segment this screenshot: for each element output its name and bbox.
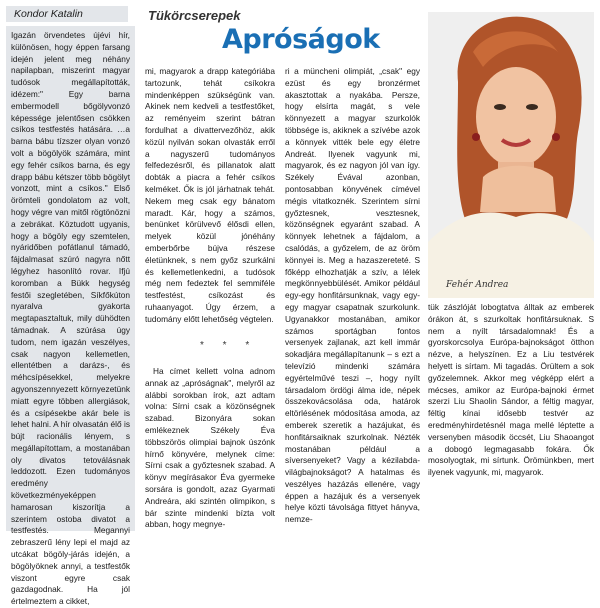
portrait-illustration bbox=[428, 12, 594, 298]
column-2-text: mi, magyarok a drapp kategóriába tartozunk, tehát csíkokra mindenképpen szükségünk van. Akinek nem kedveli a testfestőket, az reményeim szerint bátran fordulhat a divattervezőhöz, akik közül nyilván sokan olvasták erről a nagyszerű tudományos felfedezésről, és pillanatok alatt dobták a piacra a fehér csíkos kelméket. Ők is jól járhatnak tehát. Nekem meg csak egy bánatom maradt. Kár, hogy a számos, benünket körülvevő élősdi ellen, melyek közül jónéhány emberbőrbe bújva részese életünknek, s nem győz szurkálni és kellemetlenkedni, a tudósok még nem fedeztek fel semmiféle testfestést, csíkozást és ruhaanyagot. Úgy érzem, a tudomány előtt lehetőség végtelen. bbox=[145, 66, 275, 324]
column-4-text: tük zászlóját lobogtatva álltak az emberek órákon át, s szurkoltak honfitársuknak. S nem a nyílt társadalomnak! És a gyorskorcsolya Európa-bajnokságot ötthon nézve, a helyszínen. Ez a Liu testvérek helyett is sírtam. Mi tagadás. Örültem a sok győzelemnek. Akkor meg végképp elért a mécses, amikor az Európa-bajnoki érmet szerzi Liu Shaolin Sándor, a féltig magyar, féltig kínai idősebb testvér az eredményhirdetésnél maga mellé léptette a versenyben második öccsét, Liu Shaoangot a dobogó legmagasabb fokára. Ők mosolyogtak, mi sírtunk. Örömünkben, mert ilyenek vagyunk, mi, magyarok. bbox=[428, 302, 594, 478]
article-column-1 bbox=[6, 26, 135, 607]
article-title: Apróságok bbox=[222, 24, 380, 55]
article-column-2 bbox=[145, 66, 275, 338]
article-column-4 bbox=[428, 302, 594, 532]
author-name: Kondor Katalin bbox=[6, 6, 128, 22]
column-1-text: Igazán örvendetes újévi hír, különösen, hogy éppen farsang idején jelent meg néhány napilapban, miszerint magyar tudósok megállapították, idézem:" Egy barna embermodell bőgölyvonzó képessége jelentősen csökken csíkos testfestés hatására. …a barna bábu tízszer olyan vonzó volt a bögölyök számára, mint egy fehér csíkos barna, és egy drapp bábu kétszer több bögölyt vonzott, mint a csíkos." Első örömteli gondolatom az volt, hogy végre van mitől rögtönözni a zebrákat. Köztudott ugyanis, hogy a bögöly egy szemtelen, nyáridőben pofátlanul támadó, fájdalmasat szúró nagyra nőtt légyhez hasonlító rovar. Ifjú koromban a Bükk hegység festői szegletében, Síkfőkúton nyaralva gyakorta megtapasztaltuk, mily dühödten támadnak. A szúrása úgy tudom, nem igazán veszélyes, csak nagyon kellemetlen, ellentétben a darázs-, és méhcsípésekkel, melyekre agyonszennyezett környezetünk miatt egyre többen allergiások, és a csípésekbe akár bele is lehet halni. A hír olvasatán élő is bújt racionális lényem, s megállapítottam, a mostanában oly divatos tetoválásnak leddozott. Ezen tudományos eredmény következményeképpen hamarosan kiszorítja a szerintem ostoba divatot a testfestés. Megannyi zebraszerű lény lepi el majd az utcákat bögöly-járás idején, a bögölyöknek annyi, a testfestők viszont egyre csak gazdagodnak. Ha jól értelmeztem a cikket, bbox=[11, 30, 130, 607]
article-column-3 bbox=[285, 66, 420, 532]
article-column-2b bbox=[145, 366, 275, 532]
column-3-text: ri a müncheni olimpiát, „csak" egy ezüst és egy bronzérmet akasztottak a nyakába. Persze, hogy elsírta magát, s vele könnyezett a magyar szurkolók többsége is, akiknek a szívébe azok a könnyek vitték bele egy életre Andreát. Ilyenek vagyunk mi, magyarok, és ez nagyon jól van így. Székely Évával azonban, pontosabban könyvének címével mégis vitatkoznék. Szerintem sírni győztesnek, vesztesnek, közönségnek egyaránt szabad. A könnyek lehetnek a fájdalom, a csalódás, a győzelem, de az öröm könnyei is. Meg a hazaszereteté. S főképp elhozhatják a szív, a lélek megkönnyebbülését. Amikor például egy-egy honfitársunknak, vagy egy-egy magyar csapatnak szurkolunk. Ugyanakkor mostanában, amikor számos sportágban fontos versenyek zajlanak, azt kell immár sokadjára megállapítanunk – s ezt a televízió mindenki számára egyértelművé teszi –, hogy nyílt társadalom ördögi álma ide, népek összekovácsolása oda, határok eltörlésének módosítása amoda, az emberek szeretik a hazájukat, és honfitársaiknak szurkolnak. Nézték mostanában például a síversenyeket? Vagy a kézilabda-világbajnokságot? A hatalmas és veszélyes hazázás ellenére, vagy éppen a hazájuk és a versenyek helye közti távolsága fittyet hányva, nemze- bbox=[285, 66, 420, 525]
rubric-label: Tükörcserepek bbox=[148, 8, 241, 23]
photo-signature: Fehér Andrea bbox=[446, 280, 509, 290]
author-portrait-photo bbox=[428, 12, 594, 298]
column-2b-text: Ha címet kellett volna adnom annak az „apróságnak", melyről az alábbi sorokban írok, azt adtam volna: Sírni csak a közönségnek szabad. Bizonyára sokan emlékeznek Székely Éva többszörös olimpiai bajnok úszónk hírnő könyvére, melynek címe: Sírni csak a győztesnek szabad. A könyv megírásakor Éva gyermeke sorsára is gondolt, azaz Gyarmati Andreára, aki szintén olimpikon, s bár szinte mindenki bízta volt abban, hogy megnye- bbox=[145, 366, 275, 530]
section-separator: * * * bbox=[200, 340, 258, 351]
